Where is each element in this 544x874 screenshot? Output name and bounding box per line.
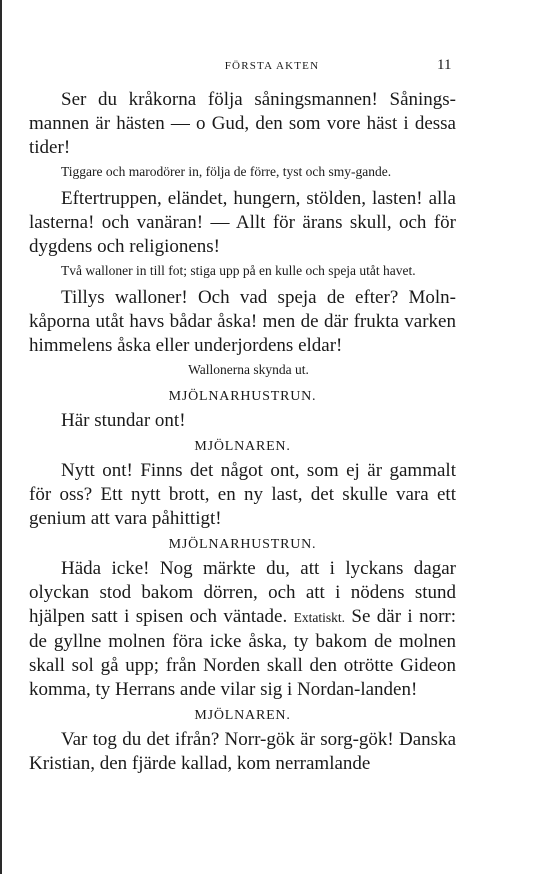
speech-paragraph: Var tog du det ifrån? Norr-gök är sorg-gök! Danska Kristian, den fjärde kallad, kom nerramlande bbox=[29, 729, 456, 774]
speech-text: Se där i norr: de gyllne molnen föra icke åska, ty bakom de molnen skall sol gå upp; från Norden skall den otrötte Gideon komma, ty Herrans ande vilar sig i Nordan-landen! bbox=[29, 606, 457, 700]
speech-text: Häda icke! Nog märkte du, att i lyckans dagar olyckan stod bakom dörren, och att i nödens stund hjälpen satt i spisen och väntade. bbox=[29, 558, 456, 627]
speech-paragraph bbox=[29, 557, 456, 702]
stage-direction: Två walloner in till fot; stiga upp på en kulle och speja utåt havet. bbox=[61, 263, 416, 278]
speaker-name: MJÖLNARHUSTRUN. bbox=[168, 389, 317, 404]
speech-paragraph: Tillys walloner! Och vad speja de efter? Moln-kåporna utåt havs bådar åska! men de där frukta varken himmelens åska eller underjordens eldar! bbox=[29, 287, 456, 356]
inline-stage-direction: Extatiskt. bbox=[293, 610, 346, 625]
stage-direction: Wallonerna skynda ut. bbox=[188, 362, 309, 377]
speaker-name: MJÖLNAREN. bbox=[194, 708, 291, 723]
speech-paragraph: Nytt ont! Finns det något ont, som ej är gammalt för oss? Ett nytt brott, en ny last, det skulle vara ett genium att vara påhittigt! bbox=[29, 460, 456, 529]
speech-paragraph: Eftertruppen, eländet, hungern, stölden, lasten! alla lasterna! och vanäran! — Allt för ärans skull, och för dygdens och religionens! bbox=[29, 188, 456, 257]
page-number: 11 bbox=[437, 57, 452, 73]
running-title: FÖRSTA AKTEN bbox=[224, 60, 320, 72]
speaker-name: MJÖLNAREN. bbox=[194, 439, 291, 454]
text-block bbox=[29, 88, 456, 776]
stage-direction: Tiggare och marodörer in, följa de förre, tyst och smy-gande. bbox=[61, 164, 392, 179]
speaker-name: MJÖLNARHUSTRUN. bbox=[168, 537, 317, 552]
speech-paragraph: Ser du kråkorna följa såningsmannen! Sånings-mannen är hästen — o Gud, den som vore häst i dessa tider! bbox=[29, 89, 456, 158]
speech-paragraph: Här stundar ont! bbox=[61, 410, 186, 431]
